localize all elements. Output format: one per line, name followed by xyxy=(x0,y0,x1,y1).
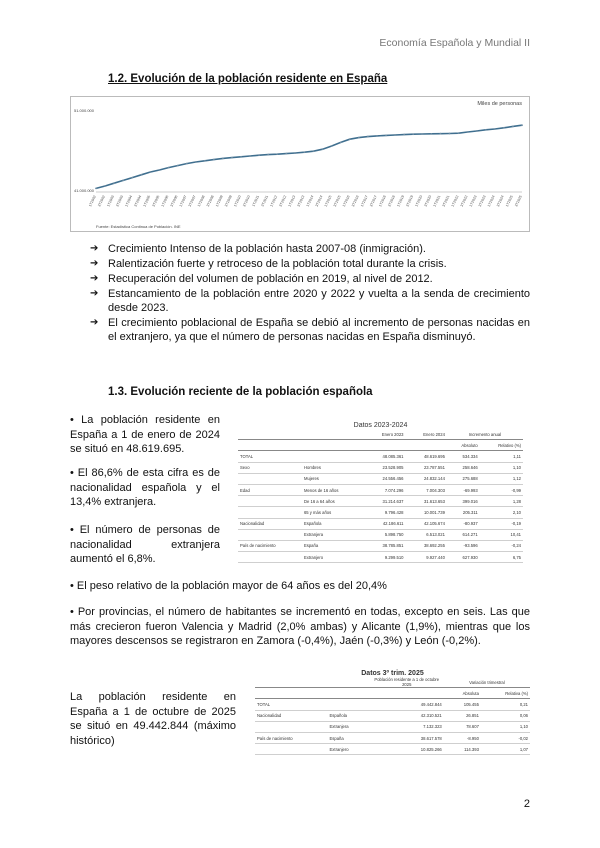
table-cell: Edad xyxy=(238,484,302,495)
table-cell xyxy=(255,721,328,732)
table-cell xyxy=(238,496,302,507)
table-cell: 275.688 xyxy=(447,473,480,484)
x-tick-label: 3T2025 xyxy=(514,194,523,208)
data-point xyxy=(376,135,378,137)
table-cell: 23.528.905 xyxy=(364,462,405,473)
para-peso-mayores: • El peso relativo de la población mayor de 64 años es del 20,4% xyxy=(70,580,387,592)
table-cell: Nacionalidad xyxy=(255,710,328,721)
x-tick-label: 3T2009 xyxy=(224,194,233,208)
table-cell: 7.004.303 xyxy=(406,484,447,495)
x-tick-label: 1T2006 xyxy=(160,194,170,208)
population-line-chart xyxy=(70,96,530,232)
para-poblacion-oct-2025: La población residente en España a 1 de octubre de 2025 se situó en 49.442.844 (máximo histórico) xyxy=(70,691,236,747)
data-point xyxy=(104,185,106,187)
table-cell: 10,41 xyxy=(480,529,523,540)
x-tick-label: 1T2017 xyxy=(360,194,369,208)
data-point xyxy=(467,131,469,133)
bullet-item: ➔ El crecimiento poblacional de España se debió al incremento de personas nacidas en el extranjero, ya que el número de personas nacidas en España disminuyó. xyxy=(90,316,530,344)
running-header: Economía Española y Mundial II xyxy=(379,37,530,49)
table-cell: 399.016 xyxy=(447,496,480,507)
data-point xyxy=(95,188,97,190)
table-cell: 114.393 xyxy=(444,744,481,755)
bullet-item: ➔ Recuperación del volumen de población en 2019, al nivel de 2012. xyxy=(90,272,530,286)
table-cell: -0,24 xyxy=(480,540,523,551)
table-row xyxy=(238,552,523,563)
table-cell: 9.299.510 xyxy=(364,552,405,563)
data-point xyxy=(440,133,442,135)
table-cell: 534.334 xyxy=(447,451,480,462)
data-point xyxy=(421,133,423,135)
data-point xyxy=(122,180,124,182)
page-number: 2 xyxy=(523,798,530,810)
para-extranjeros: • El número de personas de nacionalidad extranjera aumentó el 6,8%. xyxy=(70,524,220,565)
x-tick-label: 3T2002 xyxy=(97,194,106,208)
table-row xyxy=(255,721,530,732)
table-cell: 627.930 xyxy=(447,552,480,563)
chart-source: Fuente: Estadística Continua de Población. INE xyxy=(96,224,181,229)
table-cell: 31.613.653 xyxy=(406,496,447,507)
table-cell: 78.607 xyxy=(444,721,481,732)
x-tick-label: 1T2008 xyxy=(196,194,206,208)
table-cell: Española xyxy=(328,710,370,721)
data-point xyxy=(131,177,133,179)
table-cell: 26.851 xyxy=(444,710,481,721)
para-provincias: • Por provincias, el número de habitantes se incrementó en todas, excepto en seis. Las que más crecieron fueron Valencia y Madrid (2,0% ambas) y Alicante (1,9%), mientras que los mayores descensos se registraron en Zamora (-0,4%), Jaén (-0,3%) y León (-0,2%). xyxy=(70,606,530,647)
table-cell xyxy=(238,507,302,518)
data-point xyxy=(140,174,142,176)
table-cell: 38.785.851 xyxy=(364,540,405,551)
x-tick-label: 3T2023 xyxy=(477,194,487,208)
table-row xyxy=(238,518,523,529)
x-tick-label: 1T2018 xyxy=(378,194,387,208)
table-cell: 42.186.611 xyxy=(364,518,405,529)
table-2023-2024 xyxy=(238,422,523,563)
data-point xyxy=(340,142,342,144)
table-cell: -80.937 xyxy=(447,518,480,529)
data-point xyxy=(412,133,414,135)
table-cell: -0,99 xyxy=(480,484,523,495)
table-row xyxy=(238,540,523,551)
data-point xyxy=(313,150,315,152)
data-point xyxy=(403,134,405,136)
x-tick-label: 1T2009 xyxy=(215,194,224,208)
y-tick-label: 51.000.000 xyxy=(73,108,94,113)
data-point xyxy=(512,126,514,128)
table-header-cell xyxy=(302,429,364,440)
table-cell: Hombres xyxy=(302,462,364,473)
x-tick-label: 3T2012 xyxy=(278,194,288,208)
table-cell: 42.310.521 xyxy=(370,710,444,721)
table-cell: 48.085.361 xyxy=(364,451,405,462)
x-tick-label: 1T2021 xyxy=(432,194,442,208)
table-cell: 10.825.266 xyxy=(370,744,444,755)
x-tick-label: 3T2024 xyxy=(495,194,505,208)
table-cell: 6,75 xyxy=(480,552,523,563)
x-tick-label: 1T2015 xyxy=(323,194,333,208)
data-point xyxy=(295,152,297,154)
x-tick-label: 3T2011 xyxy=(260,194,270,208)
table-cell: 7.132.323 xyxy=(370,721,444,732)
x-tick-label: 3T2022 xyxy=(459,194,469,208)
data-point xyxy=(430,133,432,135)
data-point xyxy=(267,154,269,156)
bullet-list-1 xyxy=(90,242,530,345)
chart-frame xyxy=(71,97,530,232)
x-tick-label: 3T2004 xyxy=(133,194,143,208)
table-cell: Extranjera xyxy=(302,529,364,540)
data-point xyxy=(276,153,278,155)
table-cell: 1,10 xyxy=(481,721,530,732)
data-point xyxy=(113,182,115,184)
table-cell: 0,21 xyxy=(481,699,530,710)
data-point xyxy=(331,145,333,147)
x-tick-label: 1T2022 xyxy=(450,194,460,208)
x-tick-label: 1T2003 xyxy=(106,194,116,208)
x-tick-label: 1T2011 xyxy=(251,194,261,208)
data-point xyxy=(213,159,215,161)
data-point xyxy=(358,137,360,139)
table-row xyxy=(255,732,530,743)
table-cell: España xyxy=(328,732,370,743)
table-row xyxy=(238,473,523,484)
table-cell: -93.596 xyxy=(447,540,480,551)
unit-label: Miles de personas xyxy=(477,101,522,107)
data-point xyxy=(304,151,306,153)
table-header-cell xyxy=(238,429,302,440)
table-title: Datos 2023-2024 xyxy=(353,422,408,429)
table-cell: 31.214.637 xyxy=(364,496,405,507)
table-row xyxy=(238,507,523,518)
table-cell xyxy=(328,699,370,710)
x-tick-label: 1T2002 xyxy=(88,194,97,208)
x-tick-label: 3T2020 xyxy=(423,194,433,208)
table-cell: 38.617.578 xyxy=(370,732,444,743)
x-tick-label: 3T2006 xyxy=(169,194,179,208)
table-body xyxy=(255,699,530,755)
x-tick-label: 1T2012 xyxy=(269,194,279,208)
x-tick-label: 1T2010 xyxy=(233,194,242,208)
data-point xyxy=(204,160,206,162)
table-cell: 38.692.255 xyxy=(406,540,447,551)
table-cell: TOTAL xyxy=(255,699,328,710)
data-point xyxy=(258,154,260,156)
table-cell: 49.442.844 xyxy=(370,699,444,710)
table-cell: Extranjero xyxy=(328,744,370,755)
table-cell: -0,19 xyxy=(480,518,523,529)
table-cell: Extranjera xyxy=(328,721,370,732)
table-cell: De 16 a 64 años xyxy=(302,496,364,507)
table-title: Datos 3º trim. 2025 xyxy=(361,670,424,677)
table-grid xyxy=(238,429,523,563)
table-cell: 0,06 xyxy=(481,710,530,721)
table-cell: 6.513.021 xyxy=(406,529,447,540)
table-cell: 205.311 xyxy=(447,507,480,518)
data-point xyxy=(222,158,224,160)
x-tick-label: 1T2004 xyxy=(124,194,134,208)
table-header-cell: Enero 2024 xyxy=(406,429,447,440)
x-tick-label: 3T2008 xyxy=(205,194,215,208)
x-tick-label: 3T2007 xyxy=(187,194,197,208)
table-header-cell: Incremento anual xyxy=(447,429,523,440)
table-cell: 105.455 xyxy=(444,699,481,710)
table-cell: 9.796.428 xyxy=(364,507,405,518)
x-tick-label: 3T2021 xyxy=(441,194,451,208)
table-cell: 24.556.456 xyxy=(364,473,405,484)
table-header-cell: Población residente a 1 de octubre 2025 xyxy=(370,677,444,688)
x-tick-label: 3T2005 xyxy=(151,194,161,208)
table-cell xyxy=(302,451,364,462)
table-cell: 7.074.296 xyxy=(364,484,405,495)
x-tick-label: 1T2013 xyxy=(287,194,297,208)
x-tick-label: 1T2005 xyxy=(142,194,152,208)
x-tick-label: 1T2024 xyxy=(486,194,496,208)
table-row xyxy=(238,496,523,507)
table-cell: 9.927.440 xyxy=(406,552,447,563)
table-body xyxy=(238,451,523,563)
table-cell: 1,10 xyxy=(480,462,523,473)
table-header-cell: Relativa (%) xyxy=(481,688,530,699)
x-tick-label: 3T2010 xyxy=(242,194,251,208)
table-cell: 24.832.144 xyxy=(406,473,447,484)
data-point xyxy=(394,134,396,136)
chart-svg xyxy=(70,96,530,232)
data-point xyxy=(485,129,487,131)
table-cell: España xyxy=(302,540,364,551)
x-tick-label: 3T2014 xyxy=(314,194,324,208)
table-row xyxy=(238,484,523,495)
table-header-cell: Enero 2023 xyxy=(364,429,405,440)
data-point xyxy=(349,138,351,140)
x-tick-label: 3T2019 xyxy=(405,194,415,208)
data-point xyxy=(168,167,170,169)
table-cell: -69.993 xyxy=(447,484,480,495)
table-cell: Española xyxy=(302,518,364,529)
data-point xyxy=(449,133,451,135)
table-header-cell: Absoluto xyxy=(447,440,480,451)
bullet-item: ➔ Estancamiento de la población entre 2020 y 2022 y vuelta a la senda de crecimiento desde 2023. xyxy=(90,287,530,315)
table-header-cell xyxy=(255,677,328,688)
x-tick-label: 1T2023 xyxy=(468,194,478,208)
section-title-1-3: 1.3. Evolución reciente de la población española xyxy=(108,386,373,398)
table-cell: Nacionalidad xyxy=(238,518,302,529)
data-point xyxy=(285,153,287,155)
x-tick-label: 3T2018 xyxy=(387,194,397,208)
data-point xyxy=(159,169,161,171)
table-cell: 1,07 xyxy=(481,744,530,755)
para-nacionalidad: • El 86,6% de esta cifra es de nacionalidad española y el 13,4% extranjera. xyxy=(70,467,220,508)
x-tick-label: 1T2025 xyxy=(505,194,514,208)
table-cell: 614.271 xyxy=(447,529,480,540)
table-row xyxy=(238,529,523,540)
table-row xyxy=(255,699,530,710)
table-cell: País de nacimiento xyxy=(238,540,302,551)
x-tick-label: 3T2013 xyxy=(296,194,306,208)
x-tick-label: 3T2003 xyxy=(115,194,125,208)
table-header-cell xyxy=(328,677,370,688)
table-cell xyxy=(255,744,328,755)
para-poblacion-2024: • La población residente en España a 1 de enero de 2024 se situó en 48.619.695. xyxy=(70,414,220,455)
data-point xyxy=(231,157,233,159)
table-cell: Menos de 16 años xyxy=(302,484,364,495)
table-cell: 1,28 xyxy=(480,496,523,507)
x-tick-label: 3T2016 xyxy=(350,194,360,208)
table-cell: 42.105.674 xyxy=(406,518,447,529)
table-cell: 10.001.739 xyxy=(406,507,447,518)
data-point xyxy=(385,134,387,136)
bullet-item: ➔ Crecimiento Intenso de la población hasta 2007-08 (inmigración). xyxy=(90,242,530,256)
table-cell: 2,10 xyxy=(480,507,523,518)
data-point xyxy=(177,165,179,167)
table-cell: 258.646 xyxy=(447,462,480,473)
data-point xyxy=(249,155,251,157)
y-tick-label: 41.000.000 xyxy=(73,188,94,193)
table-header-cell: Relativo (%) xyxy=(480,440,523,451)
data-point xyxy=(149,171,151,173)
x-tick-label: 1T2020 xyxy=(414,194,424,208)
data-point xyxy=(240,156,242,158)
table-cell xyxy=(238,473,302,484)
data-point xyxy=(521,124,523,126)
table-cell: 1,12 xyxy=(480,473,523,484)
table-cell: 65 y más años xyxy=(302,507,364,518)
table-cell: Sexo xyxy=(238,462,302,473)
data-point xyxy=(503,127,505,129)
table-header-cell: Absoluta xyxy=(444,688,481,699)
data-point xyxy=(494,128,496,130)
table-cell: -0,02 xyxy=(481,732,530,743)
x-tick-label: 1T2007 xyxy=(178,194,188,208)
table-3t-2025 xyxy=(255,670,530,755)
table-row xyxy=(238,462,523,473)
table-row xyxy=(238,451,523,462)
table-cell: TOTAL xyxy=(238,451,302,462)
x-tick-label: 1T2014 xyxy=(305,194,315,208)
x-tick-label: 3T2015 xyxy=(332,194,342,208)
table-cell: 1,11 xyxy=(480,451,523,462)
table-cell: Mujeres xyxy=(302,473,364,484)
x-tick-label: 1T2016 xyxy=(341,194,351,208)
table-header-cell: Variación trimestral xyxy=(444,677,530,688)
table-cell: País de nacimiento xyxy=(255,732,328,743)
data-point xyxy=(322,148,324,150)
table-row xyxy=(255,744,530,755)
table-cell: Extranjero xyxy=(302,552,364,563)
table-cell: -8.950 xyxy=(444,732,481,743)
table-cell xyxy=(238,529,302,540)
data-point xyxy=(476,130,478,132)
x-tick-label: 1T2019 xyxy=(396,194,406,208)
bullet-item: ➔ Ralentización fuerte y retroceso de la población total durante la crisis. xyxy=(90,257,530,271)
table-cell xyxy=(238,552,302,563)
table-grid xyxy=(255,677,530,755)
data-point xyxy=(458,132,460,134)
data-point xyxy=(195,161,197,163)
table-cell: 5.898.750 xyxy=(364,529,405,540)
x-tick-label: 3T2017 xyxy=(369,194,378,208)
data-point xyxy=(186,163,188,165)
data-point xyxy=(367,136,369,138)
section-title-1-2: 1.2. Evolución de la población residente en España xyxy=(108,73,388,85)
table-cell: 23.787.551 xyxy=(406,462,447,473)
table-cell: 48.619.695 xyxy=(406,451,447,462)
table-row xyxy=(255,710,530,721)
